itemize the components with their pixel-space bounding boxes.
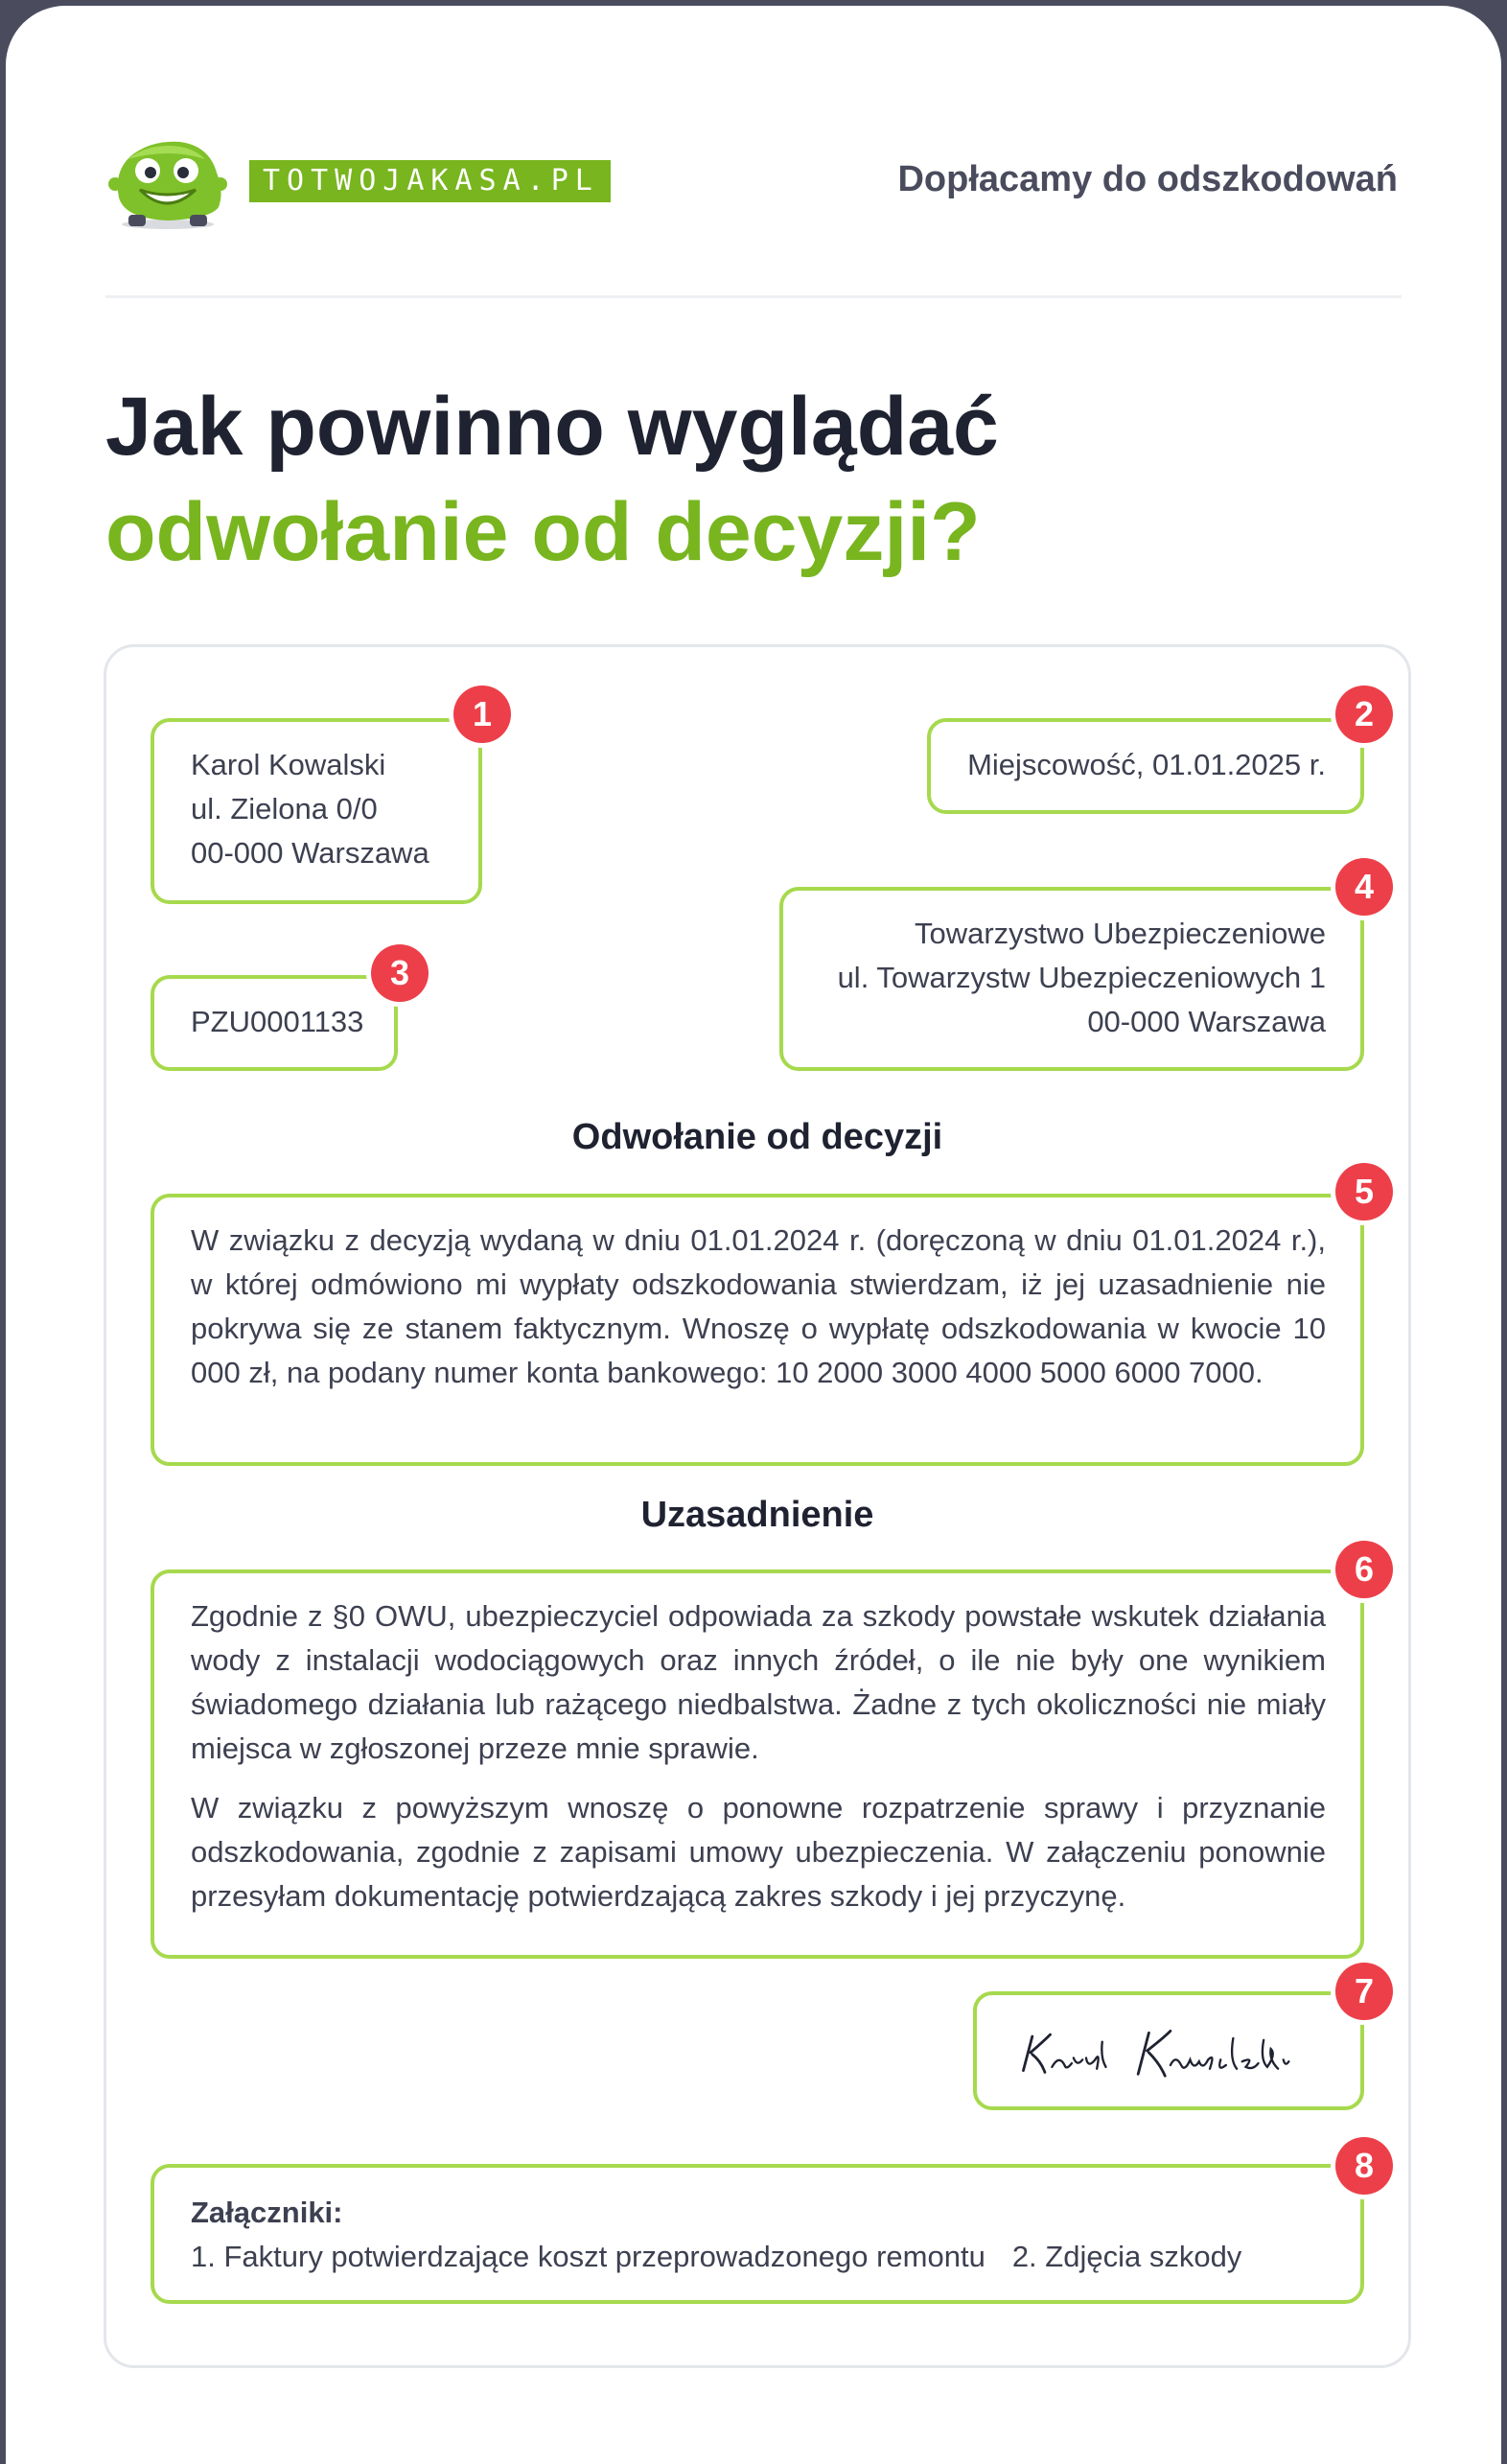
sender-name: Karol Kowalski (191, 748, 386, 781)
attachments-label: Załączniki: (191, 2196, 343, 2229)
brand-name: TOTWOJAKASA.PL (249, 160, 611, 202)
place-date: Miejscowość, 01.01.2025 r. (967, 748, 1326, 781)
sender-city: 00-000 Warszawa (191, 836, 429, 870)
signature-box (973, 1991, 1364, 2110)
page-frame (6, 6, 1501, 2464)
letter-template (104, 644, 1411, 2368)
step-badge-8: 8 (1335, 2137, 1393, 2195)
page-title: Jak powinno wyglądać (105, 381, 999, 473)
place-date-box (927, 718, 1364, 814)
letter-heading: Odwołanie od decyzji (571, 1117, 943, 1157)
brand-logo[interactable] (105, 130, 611, 232)
car-mascot-icon (105, 130, 230, 232)
page-title-accent: odwołanie od decyzji? (105, 486, 981, 578)
claim-number: PZU0001133 (191, 1005, 364, 1038)
step-badge-5: 5 (1335, 1163, 1393, 1220)
justification-paragraph-2: W związku z powyższym wnoszę o ponowne rozpatrzenie sprawy i przyznanie odszkodowania, zgodnie z zapisami umowy ubezpieczenia. W załączeniu ponownie przesyłam dokumentację potwierdzającą zakres szkody i jej przyczynę. (191, 1791, 1326, 1913)
recipient-name: Towarzystwo Ubezpieczeniowe (914, 917, 1326, 950)
handwritten-signature (977, 1995, 1360, 2106)
header-divider (105, 295, 1402, 298)
step-badge-3: 3 (371, 944, 429, 1002)
request-text: W związku z decyzją wydaną w dniu 01.01.2024 r. (doręczoną w dniu 01.01.2024 r.), w której odmówiono mi wypłaty odszkodowania stwierdzam, iż jej uzasadnienie nie pokrywa się ze stanem faktycznym. Wnoszę o wypłatę odszkodowania w kwocie 10 000 zł, na podany numer konta bankowego: 10 2000 3000 4000 5000 6000 7000. (191, 1223, 1326, 1389)
recipient-box (779, 887, 1364, 1071)
step-badge-2: 2 (1335, 686, 1393, 743)
sender-street: ul. Zielona 0/0 (191, 792, 378, 825)
attachment-item: 2. Zdjęcia szkody (1011, 2240, 1242, 2273)
recipient-street: ul. Towarzystw Ubezpieczeniowych 1 (837, 961, 1326, 994)
recipient-city: 00-000 Warszawa (1087, 1005, 1326, 1038)
claim-number-box (151, 975, 398, 1071)
justification-box (151, 1569, 1364, 1959)
step-badge-6: 6 (1335, 1541, 1393, 1598)
step-badge-1: 1 (453, 686, 511, 743)
step-badge-4: 4 (1335, 858, 1393, 916)
step-badge-7: 7 (1335, 1963, 1393, 2020)
request-box (151, 1194, 1364, 1466)
justification-paragraph-1: Zgodnie z §0 OWU, ubezpieczyciel odpowiada za szkody powstałe wskutek działania wody z instalacji wodociągowych oraz innych źródeł, o ile nie były one wynikiem świadomego działania lub rażącego niedbalstwa. Żadne z tych okoliczności nie miały miejsca w zgłoszonej przeze mnie sprawie. (191, 1599, 1326, 1765)
attachments-list (191, 2235, 1326, 2279)
attachment-item: 1. Faktury potwierdzające koszt przeprowadzonego remontu (191, 2240, 985, 2273)
justification-heading: Uzasadnienie (640, 1495, 874, 1535)
attachments-box (151, 2164, 1364, 2304)
tagline: Dopłacamy do odszkodowań (897, 159, 1398, 199)
sender-box (151, 718, 482, 904)
